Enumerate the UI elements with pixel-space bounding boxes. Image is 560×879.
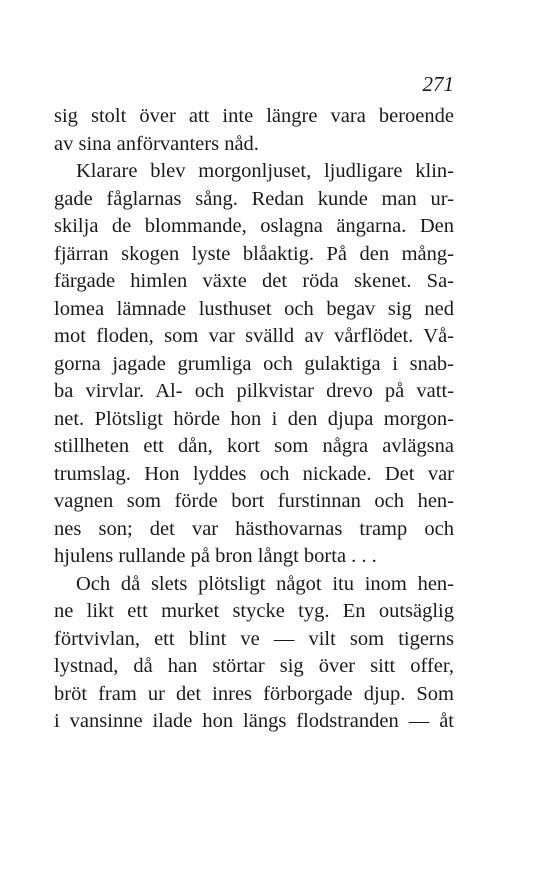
- book-page: [54, 0, 454, 879]
- text-line: Och då slets plötsligt något itu inom hen-: [76, 572, 454, 595]
- text-line: i vansinne ilade hon längs flodstranden — åt: [54, 710, 454, 732]
- text-line: nes son; det var hästhovarnas tramp och: [54, 517, 454, 540]
- text-line: hjulens rullande på bron långt borta . . .: [54, 545, 377, 567]
- text-line: trumslag. Hon lyddes och nickade. Det var: [54, 462, 454, 485]
- text-line: Klarare blev morgonljuset, ljudligare klin-: [76, 160, 454, 182]
- text-line: ba virvlar. Al- och pilkvistar drevo på vatt-: [54, 380, 454, 402]
- page-number: 271: [422, 72, 454, 96]
- text-line: förtvivlan, ett blint ve — vilt som tigerns: [54, 627, 454, 650]
- body-text: [54, 103, 454, 736]
- text-line: gade fåglarnas sång. Redan kunde man ur-: [54, 187, 454, 210]
- text-line: sig stolt över att inte längre vara beroende: [54, 105, 454, 127]
- text-line: ne likt ett murket stycke tyg. En outsäglig: [54, 600, 454, 622]
- text-line: bröt fram ur det inres förborgade djup. Som: [54, 682, 454, 705]
- text-line: färgade himlen växte det röda skenet. Sa-: [54, 270, 454, 292]
- text-line: fjärran skogen lyste blåaktig. På den mång-: [54, 242, 454, 265]
- text-line: lystnad, då han störtar sig över sitt offer,: [54, 655, 454, 677]
- text-line: net. Plötsligt hörde hon i den djupa morgon-: [54, 407, 454, 430]
- text-line: stillheten ett dån, kort som några avlägsna: [54, 435, 454, 457]
- text-line: vagnen som förde bort furstinnan och hen-: [54, 490, 454, 512]
- text-line: skilja de blommande, oslagna ängarna. Den: [54, 215, 454, 237]
- text-line: mot floden, som var svälld av vårflödet. Vå-: [54, 325, 454, 347]
- text-line: av sina anförvanters nåd.: [54, 132, 259, 155]
- text-line: lomea lämnade lusthuset och begav sig ned: [54, 297, 454, 320]
- text-line: gorna jagade grumliga och gulaktiga i snab-: [54, 352, 454, 375]
